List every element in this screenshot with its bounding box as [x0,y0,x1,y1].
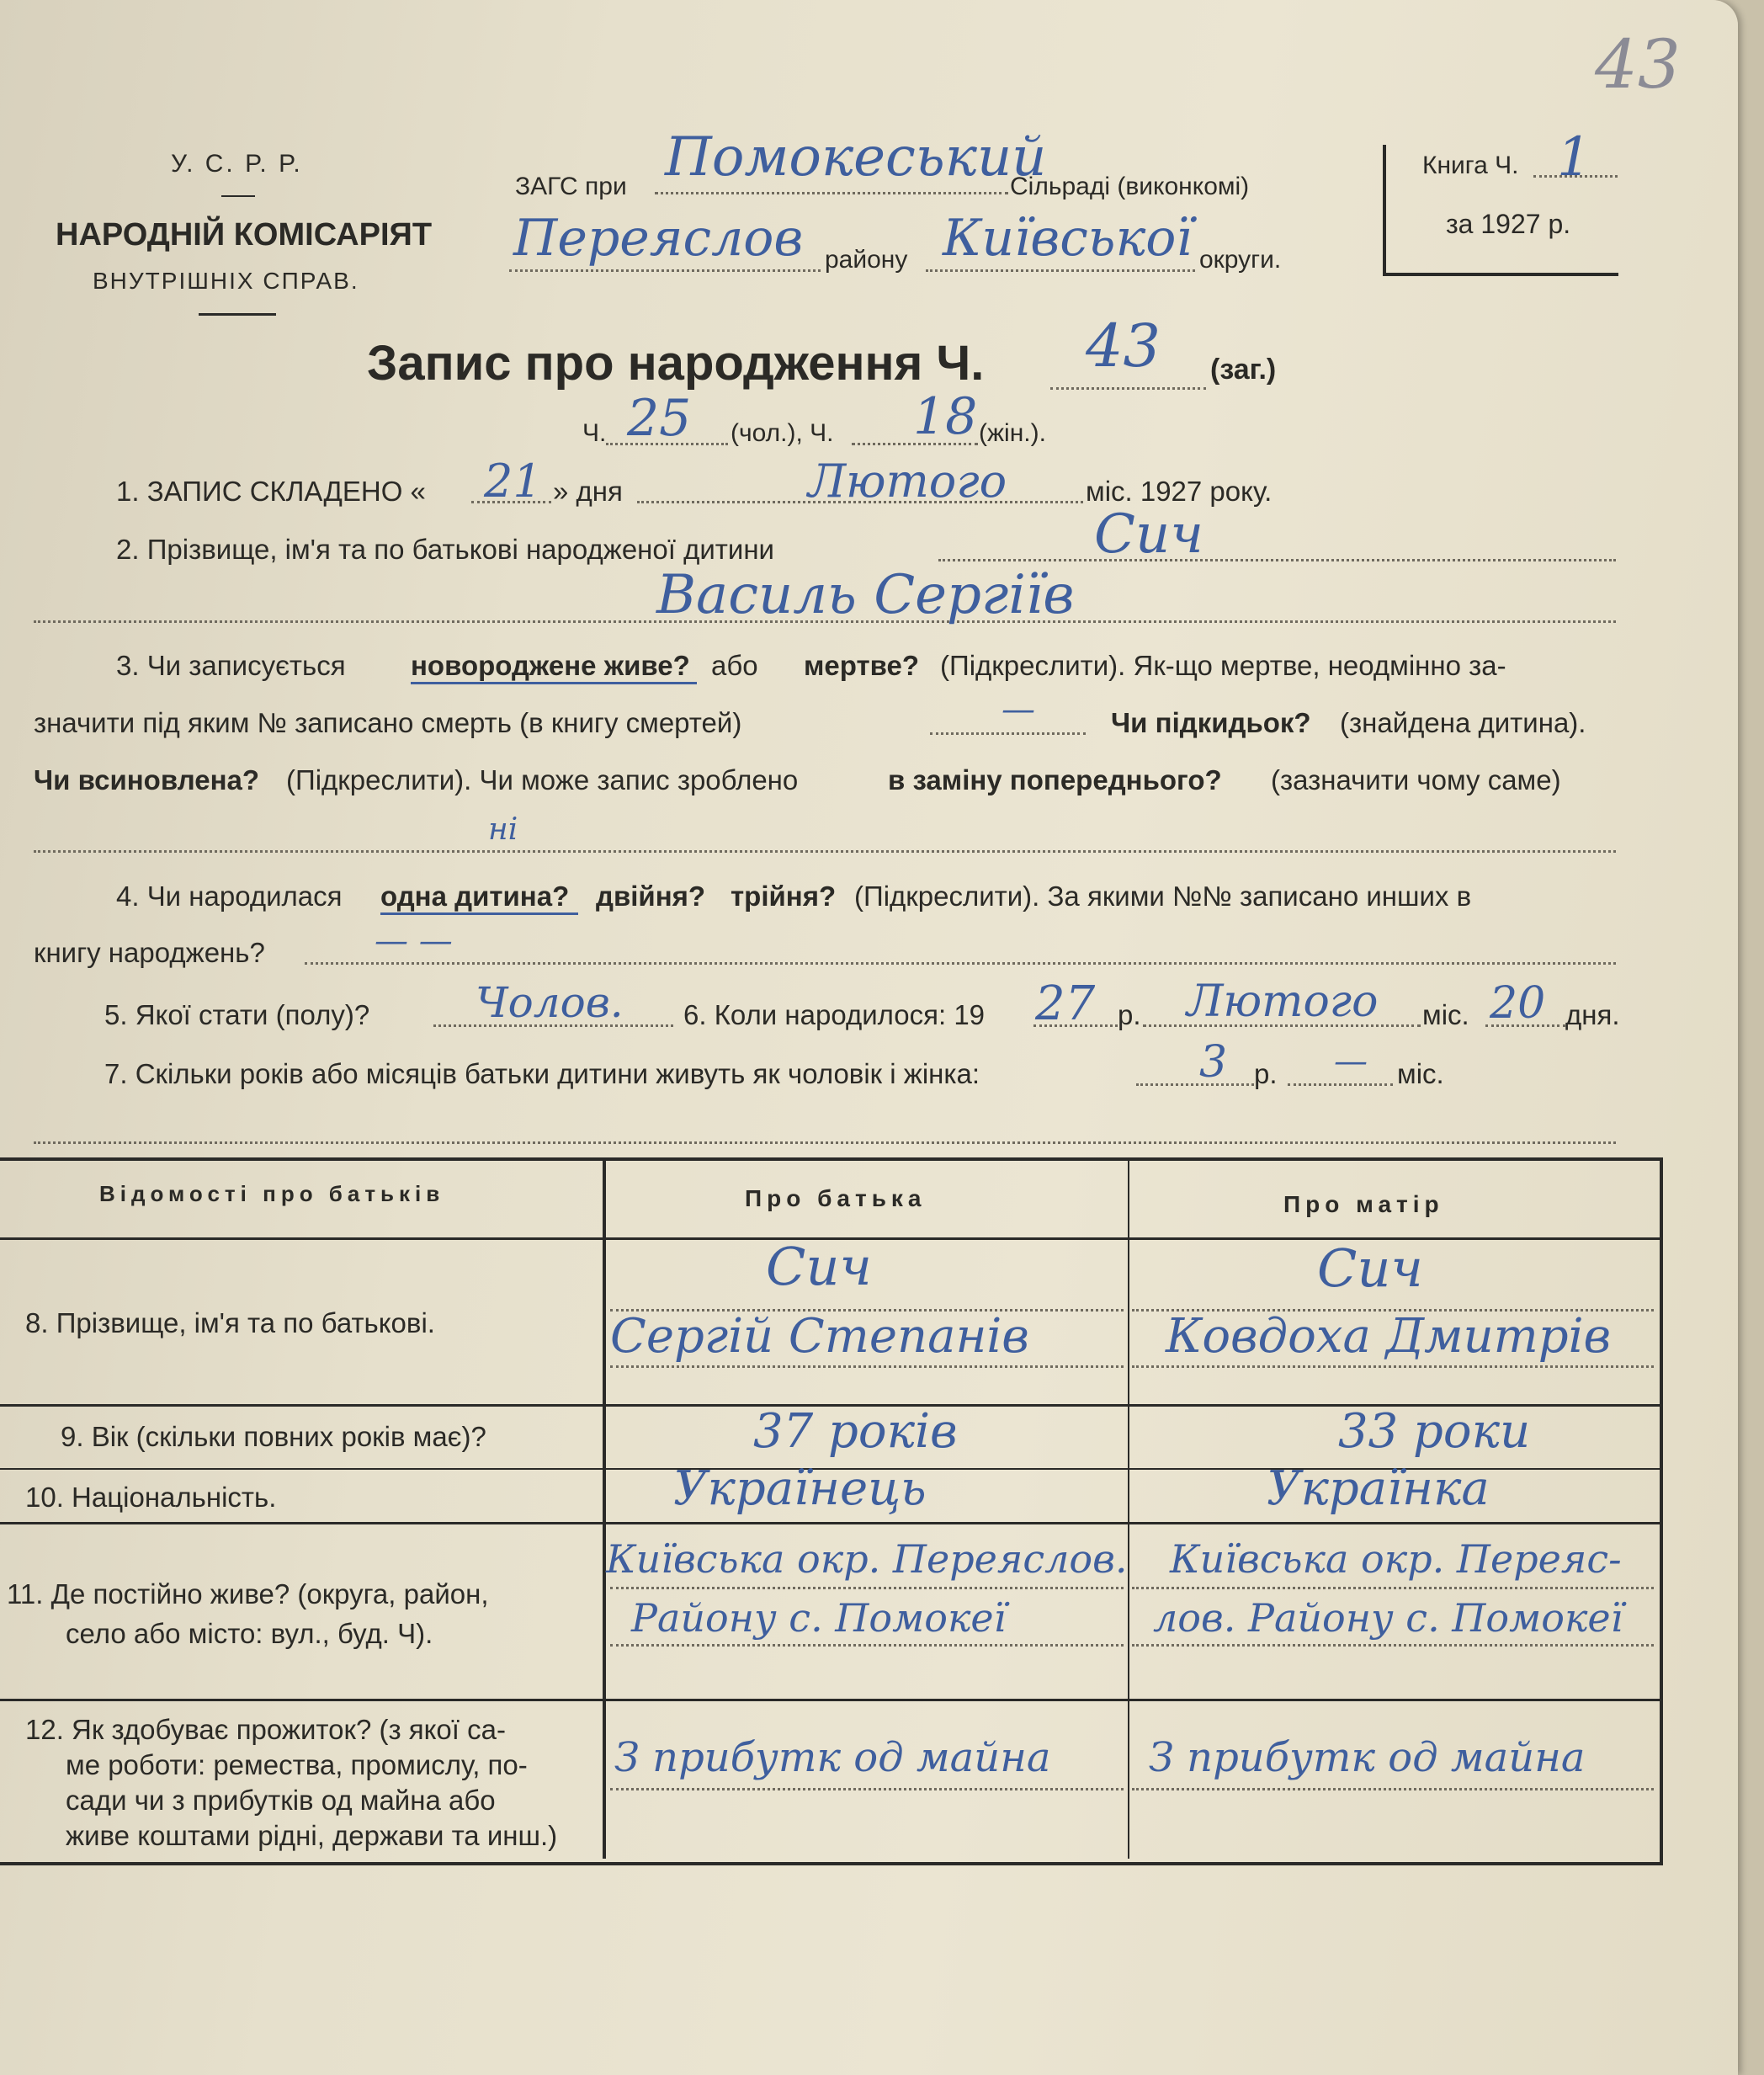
okruga-line [926,269,1195,272]
q4-single-underline [380,912,578,915]
book-year-label: за 1927 р. [1446,209,1571,239]
q1-label-c: міс. 1927 року. [1086,476,1273,507]
q5-label: 5. Якої стати (полу)? [104,999,370,1030]
q3-option-replacement: в заміну попереднього? [888,764,1222,795]
divider [199,313,276,316]
silrada-handwritten: Помокеський [665,126,1047,189]
row10-father-nationality: Українець [673,1461,927,1516]
record-title: Запис про народження Ч. [367,336,985,391]
row12-mother-line [1132,1788,1654,1790]
silrada-line [655,192,1008,194]
q1-month-handwritten: Лютого [808,455,1007,508]
raion-handwritten: Переяслов [513,209,804,268]
q3-answer-handwritten: ні [488,812,518,847]
q3-label-c: або [711,650,758,681]
row12-father-line [610,1788,1124,1790]
row12-label-3: сади чи з прибутків од майна або [66,1785,496,1816]
q4-answer-handwritten: — — [375,922,453,960]
q4-line2-a: книгу народжень? [34,937,265,968]
q3-line4 [34,850,1616,853]
row11-label-2: село або місто: вул., буд. Ч). [66,1618,433,1649]
q4-option-single: одна дитина? [380,881,570,912]
q1-label-b: » дня [553,476,623,507]
record-number-line [1050,387,1206,390]
row11-label-1: 11. Де постійно живе? (округа, район, [7,1578,489,1609]
q6-label-d: дня. [1565,999,1620,1030]
page-number-handwritten: 43 [1595,25,1681,104]
ch-label: Ч. [582,419,607,447]
q3-option-alive: новороджене живе? [411,650,690,681]
q6-year-handwritten: 27 [1035,976,1096,1031]
q6-label-a: 6. Коли народилося: 19 [683,999,986,1030]
q4-label-e: (Підкреслити). За якими №№ записано инших в [854,881,1472,912]
table-header-mother: Про матір [1283,1191,1444,1217]
row12-label-4: живе коштами рідні, держави та инш.) [66,1820,558,1851]
table-col-divider [1128,1157,1129,1859]
row8-label: 8. Прізвище, ім'я та по батькові. [25,1307,435,1338]
row10-label: 10. Національність. [25,1482,277,1513]
q7-line2 [34,1141,1616,1144]
row9-mother-age: 33 роки [1338,1404,1531,1459]
q5-sex-handwritten: Чолов. [476,978,624,1027]
q1-day-handwritten: 21 [484,455,542,508]
q2-label: 2. Прізвище, ім'я та по батькові народженої дитини [116,534,774,565]
q7-label-a: 7. Скільки років або місяців батьки дитини живуть як чоловік і жінка: [104,1058,980,1089]
q3-option-foundling: Чи підкидьок? [1111,707,1311,738]
row12-mother-income: З прибутк од майна [1149,1734,1586,1781]
q3-label-e: (Підкреслити). Як-що мертве, неодмінно за- [940,650,1506,681]
divider [221,195,255,197]
silradi-label: Сільраді (виконкомі) [1010,173,1250,200]
q4-option-twins: двійня? [596,881,706,912]
table-header-info: Відомості про батьків [99,1181,445,1206]
q3-option-adopted: Чи всиновлена? [34,764,260,795]
internal-affairs-label: ВНУТРІШНІХ СПРАВ. [93,268,359,294]
q4-option-triplets: трійня? [731,881,837,912]
row12-label-2: ме роботи: ремества, промислу, по- [66,1749,528,1780]
q6-month-handwritten: Лютого [1187,976,1379,1027]
row8-father-line2 [610,1365,1124,1368]
row11-mother-line1 [1132,1587,1654,1589]
raion-line [509,269,821,272]
q3-option-dead: мертве? [804,650,920,681]
q3-line3-b: (Підкреслити). Чи може запис зроблено [286,764,799,795]
q6-label-b: р. [1118,999,1141,1030]
q3-line2-a: значити під яким № записано смерть (в книгу смертей) [34,707,742,738]
raionu-label: району [825,246,908,274]
row8-mother-surname: Сич [1317,1237,1423,1299]
female-label: (жін.). [979,419,1046,447]
row8-father-name: Сергій Степанів [610,1309,1029,1364]
book-label: Книга Ч. [1422,152,1519,179]
row11-mother-address-2: лов. Району с. Помокеї [1153,1595,1623,1641]
q3-label-a: 3. Чи записується [116,650,346,681]
table-row-divider [0,1699,1660,1701]
row11-mother-line2 [1132,1644,1654,1647]
male-label: (чол.), Ч. [731,419,834,447]
record-total-label: (заг.) [1210,354,1277,386]
q3-death-handwritten: — [1002,690,1035,729]
q2-name-handwritten: Василь Сергіїв [656,564,1075,626]
q7-label-c: міс. [1397,1058,1444,1089]
q7-months-line [1288,1083,1393,1086]
row12-label-1: 12. Як здобуває прожиток? (з якої са- [25,1714,506,1745]
q6-day-handwritten: 20 [1490,978,1546,1029]
q2-line1 [938,559,1616,561]
q3-line2-c: (знайдена дитина). [1340,707,1586,738]
table-header-father: Про батька [745,1185,927,1211]
row11-father-line1 [610,1587,1124,1589]
row9-label: 9. Вік (скільки повних років має)? [61,1421,486,1452]
row8-mother-name: Ковдоха Дмитрів [1166,1309,1612,1364]
q3-alive-underline [411,682,697,684]
row11-father-line2 [610,1644,1124,1647]
row12-father-income: З прибутк од майна [614,1734,1051,1781]
table-row-divider [0,1522,1660,1524]
female-count-handwritten: 18 [913,387,978,446]
row9-father-age: 37 років [753,1404,958,1459]
okrugy-label: округи. [1199,246,1282,274]
row10-mother-nationality: Українка [1267,1461,1490,1516]
q4-line2 [305,962,1616,965]
q4-label-a: 4. Чи народилася [116,881,343,912]
q3-death-line [930,732,1086,735]
q7-label-b: р. [1254,1058,1278,1089]
table-col-divider [603,1157,606,1859]
row11-mother-address-1: Київська окр. Переяс- [1170,1536,1622,1582]
row8-mother-line2 [1132,1365,1654,1368]
q1-label-a: 1. ЗАПИС СКЛАДЕНО « [116,476,426,507]
q7-years-line [1136,1083,1254,1086]
row11-father-address-1: Київська окр. Переяслов. [606,1536,1128,1582]
record-number-handwritten: 43 [1086,311,1161,380]
commissariat-label: НАРОДНІЙ КОМІСАРІЯТ [56,217,433,253]
q7-months-handwritten: — [1334,1042,1368,1081]
ussr-label: У. С. Р. Р. [171,150,303,178]
zags-pri-label: ЗАГС при [515,173,627,200]
q7-years-handwritten: 3 [1199,1037,1228,1088]
row11-father-address-2: Району с. Помокеї [631,1595,1007,1641]
row8-father-surname: Сич [766,1236,872,1297]
book-number-handwritten: 1 [1557,126,1591,189]
q6-label-c: міс. [1422,999,1469,1030]
male-count-handwritten: 25 [627,389,692,448]
okruga-handwritten: Київської [943,209,1193,268]
q2-surname-handwritten: Сич [1094,503,1203,566]
q3-line3-d: (зазначити чому саме) [1271,764,1561,795]
